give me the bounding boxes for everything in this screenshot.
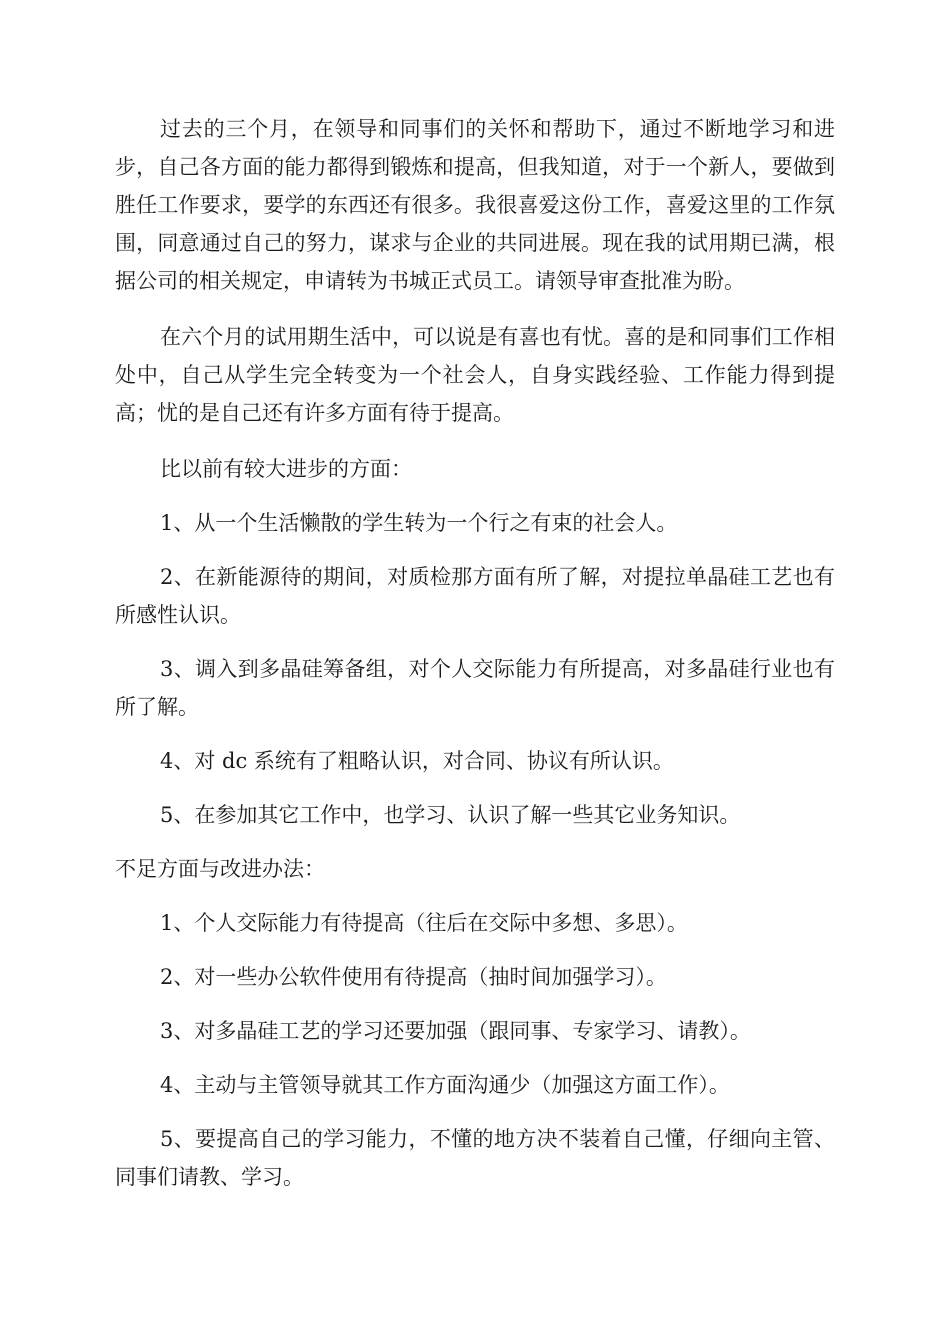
improvement-item-2: 2、对一些办公软件使用有待提高（抽时间加强学习）。 <box>160 965 667 989</box>
improvement-item-5: 5、要提高自己的学习能力，不懂的地方决不装着自己懂，仔细向主管、同事们请教、学习。 <box>115 1127 835 1189</box>
improvement-item-4: 4、主动与主管领导就其工作方面沟通少（加强这方面工作）。 <box>160 1073 730 1097</box>
progress-item-1: 1、从一个生活懒散的学生转为一个行之有束的社会人。 <box>160 511 678 535</box>
document-body <box>115 110 835 1196</box>
progress-item-5: 5、在参加其它工作中，也学习、认识了解一些其它业务知识。 <box>160 803 741 827</box>
progress-item-3: 3、调入到多晶硅筹备组，对个人交际能力有所提高，对多晶硅行业也有所了解。 <box>115 657 835 719</box>
paragraph-probation: 在六个月的试用期生活中，可以说是有喜也有忧。喜的是和同事们工作相处中，自己从学生完全转变为一个社会人，自身实践经验、工作能力得到提高；忧的是自己还有许多方面有待于提高。 <box>115 325 835 425</box>
paragraph-intro: 过去的三个月，在领导和同事们的关怀和帮助下，通过不断地学习和进步，自己各方面的能力都得到锻炼和提高，但我知道，对于一个新人，要做到胜任工作要求，要学的东西还有很多。我很喜爱这份工作，喜爱这里的工作氛围，同意通过自己的努力，谋求与企业的共同进展。现在我的试用期已满，根据公司的相关规定，申请转为书城正式员工。请领导审查批准为盼。 <box>115 117 835 293</box>
improvement-heading: 不足方面与改进办法： <box>115 857 325 881</box>
improvement-item-1: 1、个人交际能力有待提高（往后在交际中多想、多思）。 <box>160 911 688 935</box>
progress-item-2: 2、在新能源待的期间，对质检那方面有所了解，对提拉单晶硅工艺也有所感性认识。 <box>115 565 835 627</box>
progress-item-4: 4、对 dc 系统有了粗略认识，对合同、协议有所认识。 <box>160 749 674 773</box>
progress-heading: 比以前有较大进步的方面： <box>160 457 412 481</box>
improvement-item-3: 3、对多晶硅工艺的学习还要加强（跟同事、专家学习、请教）。 <box>160 1019 751 1043</box>
